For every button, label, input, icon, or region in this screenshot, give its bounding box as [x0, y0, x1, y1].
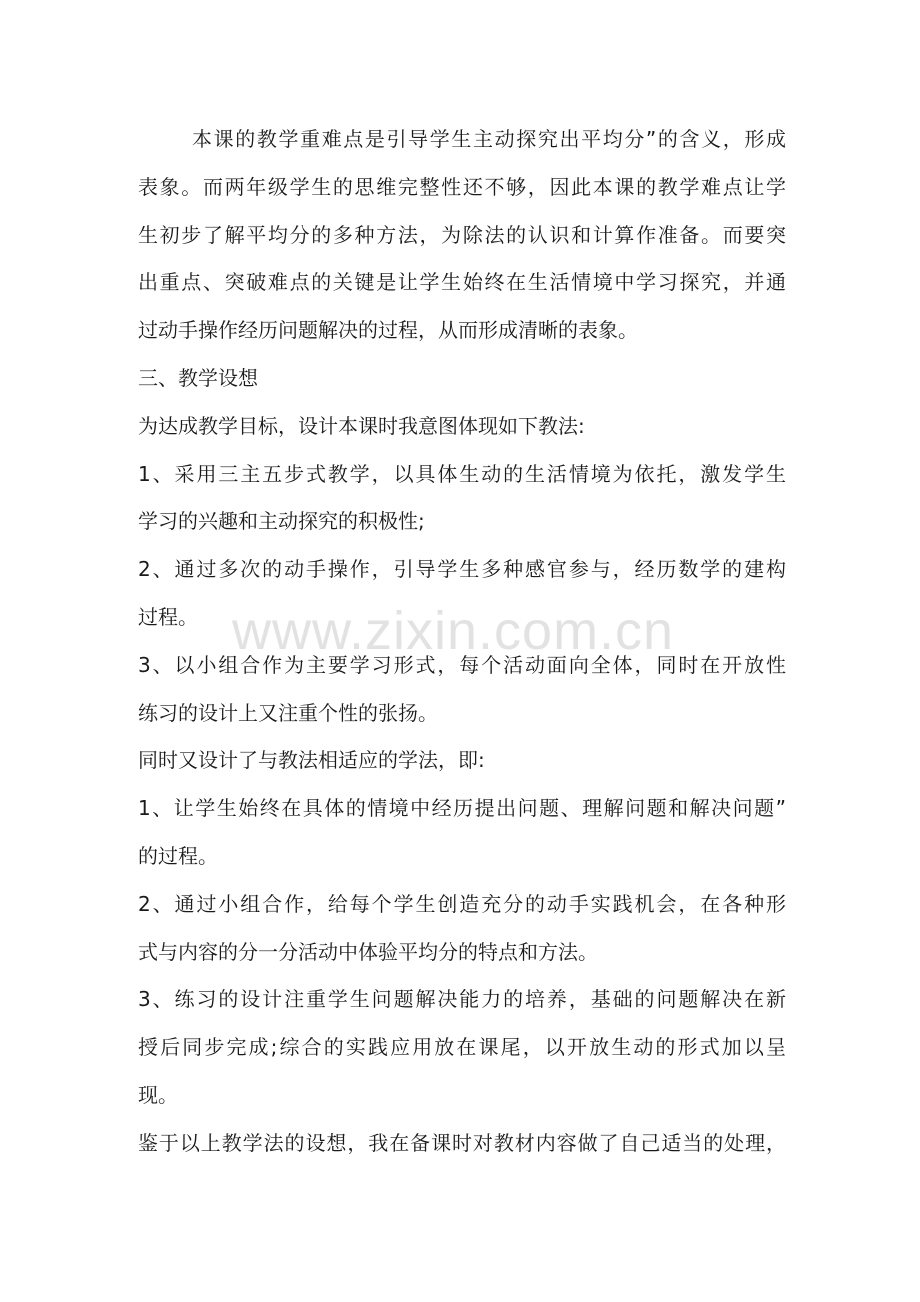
list-item-line: 的过程。	[138, 843, 218, 868]
text-line: 同时又设计了与教法相适应的学法，即:	[138, 748, 485, 773]
watermark-text: www.zixin.com.cn	[232, 601, 675, 661]
list-item-line: 2、通过多次的动手操作，引导学生多种感官参与，经历数学的建构	[138, 557, 786, 582]
list-item-line: 现。	[138, 1082, 178, 1107]
list-item-line: 练习的设计上又注重个性的张扬。	[138, 700, 438, 725]
list-item-line: 式与内容的分一分活动中体验平均分的特点和方法。	[138, 939, 598, 964]
list-item-line: 1、采用三主五步式教学，以具体生动的生活情境为依托，激发学生	[138, 461, 786, 486]
list-item-line: 过程。	[138, 604, 198, 629]
text-line: 为达成教学目标，设计本课时我意图体现如下教法:	[138, 413, 585, 438]
list-item-line: 3、以小组合作为主要学习形式，每个活动面向全体，同时在开放性	[138, 652, 786, 677]
list-item-line: 学习的兴趣和主动探究的积极性;	[138, 509, 425, 534]
text-line: 本课的教学重难点是引导学生主动探究出平均分”的含义，形成	[192, 127, 786, 151]
text-line: 表象。而两年级学生的思维完整性还不够，因此本课的教学难点让学	[138, 174, 786, 199]
section-heading: 三、教学设想	[138, 365, 258, 390]
list-item-line: 2、通过小组合作，给每个学生创造充分的动手实践机会，在各种形	[138, 891, 786, 916]
text-line: 过动手操作经历问题解决的过程，从而形成清晰的表象。	[138, 318, 638, 343]
list-item-line: 授后同步完成;综合的实践应用放在课尾，以开放生动的形式加以呈	[138, 1035, 786, 1060]
list-item-line: 3、练习的设计注重学生问题解决能力的培养，基础的问题解决在新	[138, 987, 786, 1012]
text-line: 鉴于以上教学法的设想，我在备课时对教材内容做了自己适当的处理，	[138, 1130, 786, 1155]
list-item-line: 1、让学生始终在具体的情境中经历提出问题、理解问题和解决问题”	[138, 796, 786, 821]
text-line: 生初步了解平均分的多种方法，为除法的认识和计算作准备。而要突	[138, 222, 786, 247]
text-line: 出重点、突破难点的关键是让学生始终在生活情境中学习探究，并通	[138, 270, 786, 295]
